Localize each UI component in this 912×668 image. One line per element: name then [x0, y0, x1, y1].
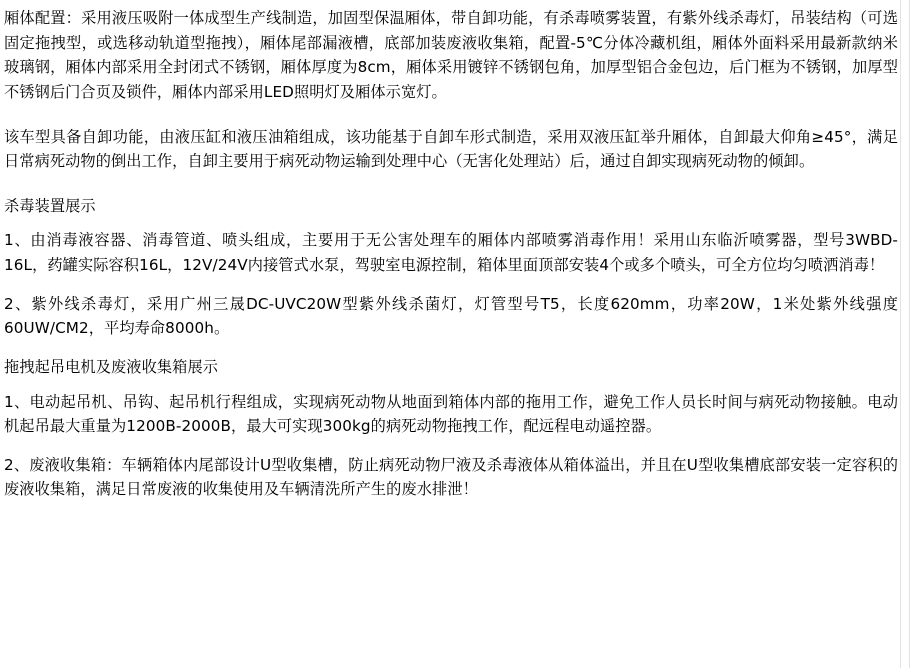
list-item-disinfect-2: 2、紫外线杀毒灯，采用广州三晟DC-UVC20W型紫外线杀菌灯，灯管型号T5，长度620mm，功率20W，1米处紫外线强度60UW/CM2，平均寿命8000h。: [4, 294, 898, 338]
list-item-disinfect-1: 1、由消毒液容器、消毒管道、喷头组成，主要用于无公害处理车的厢体内部喷雾消毒作用！采用山东临沂喷雾器，型号3WBD-16L，药罐实际容积16L，12V/24V内接管式水泵，驾驶室电源控制，箱体里面顶部安装4个或多个喷头，可全方位均匀喷洒消毒！: [4, 231, 898, 274]
section-heading-hoist: 拖拽起吊电机及废液收集箱展示: [4, 357, 219, 376]
paragraph-box-config: 厢体配置：采用液压吸附一体成型生产线制造，加固型保温厢体，带自卸功能，有杀毒喷雾装置，有紫外线杀毒灯，吊装结构（可选固定拖拽型，或选移动轨道型拖拽），厢体尾部漏液槽，底部加装废液收集箱，配置-5℃分体冷藏机组，厢体外面料采用最新款纳米玻璃钢，厢体内部采用全封闭式不锈钢，厢体厚度为8cm，厢体采用镀锌不锈钢包角，加厚型铝合金包边，后门框为不锈钢，加厚型不锈钢后门合页及锁件，厢体内部采用LED照明灯及厢体示宽灯。: [4, 9, 898, 101]
list-item-hoist-2: 2、废液收集箱：车辆箱体内尾部设计U型收集槽，防止病死动物尸液及杀毒液体从箱体溢出，并且在U型收集槽底部安装一定容积的废液收集箱，满足日常废液的收集使用及车辆清洗所产生的废水排泄！: [4, 455, 898, 499]
section-heading-disinfect: 杀毒装置展示: [4, 196, 96, 215]
paragraph-self-unloading: 该车型具备自卸功能，由液压缸和液压油箱组成，该功能基于自卸车形式制造，采用双液压缸举升厢体，自卸最大仰角≥45°，满足日常病死动物的倒出工作，自卸主要用于病死动物运输到处理中心（无害化处理站）后，通过自卸实现病死动物的倾卸。: [4, 127, 898, 171]
list-item-hoist-1: 1、电动起吊机、吊钩、起吊机行程组成，实现病死动物从地面到箱体内部的拖用工作，避免工作人员长时间与病死动物接触。电动机起吊最大重量为1200B-2000B，最大可实现300kg的病死动物拖拽工作，配远程电动遥控器。: [4, 392, 898, 436]
page-edge-rule-inner: [909, 0, 910, 668]
page-edge-rule-outer: [900, 0, 901, 668]
